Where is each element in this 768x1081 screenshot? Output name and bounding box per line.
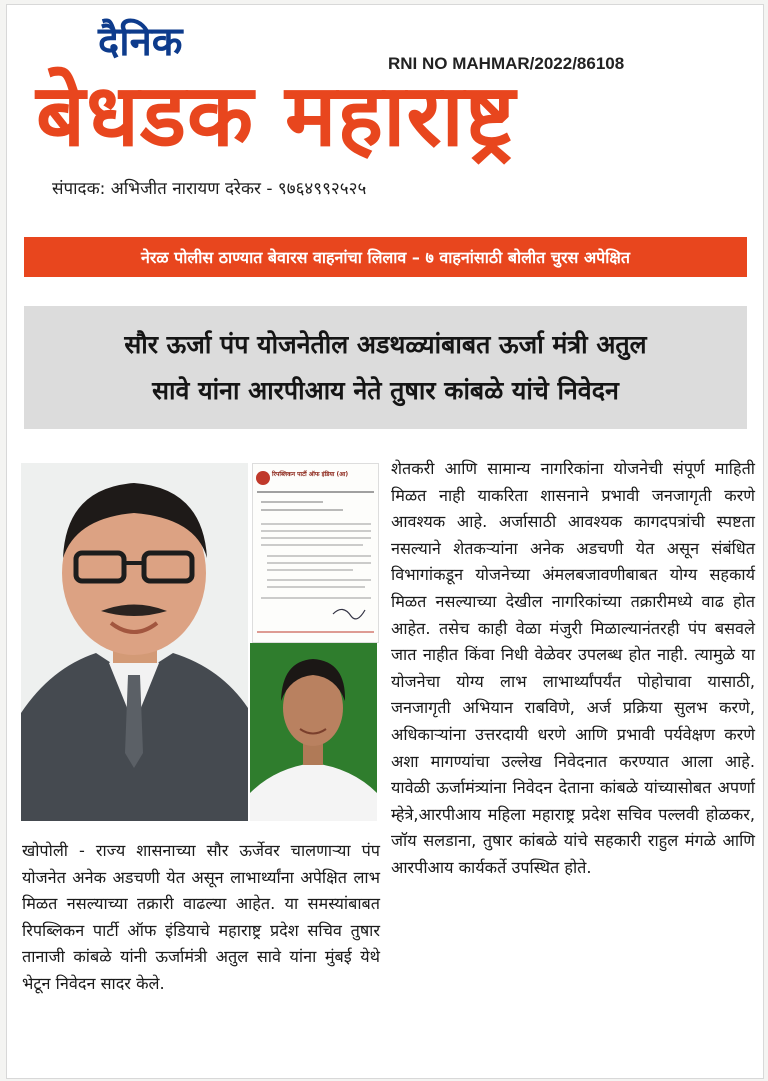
ticker-text: नेरळ पोलीस ठाण्यात बेवारस वाहनांचा लिलाव – ७ वाहनांसाठी बोलीत चुरस अपेक्षित [140, 248, 630, 267]
article-right-text: शेतकरी आणि सामान्य नागरिकांना योजनेची संपूर्ण माहिती मिळत नाही याकरिता शासनाने प्रभावी जनजागृती करणे आवश्यक आहे. अर्जासाठी आवश्यक कागदपत्रांची स्पष्टता नसल्याने शेतकऱ्यांना अनेक अडचणी येत असून संबंधित विभागांकडून योजनेच्या अंमलबजावणीबाबत योग्य सहकार्य मिळत नसल्याच्या देखील नागरिकांच्या तक्रारीमध्ये वाढ होत आहेत. तसेच काही वेळा मंजुरी मिळाल्यानंतरही पंप बसवले जात नाहीत किंवा निधी वेळेवर उपलब्ध होत नाही. त्यामुळे या योजनेचा योग्य लाभ लाभार्थ्यांपर्यंत पोहोचावा यासाठी, जनजागृती अभियान राबविणे, अर्ज प्रक्रिया सुलभ करणे, अधिकाऱ्यांना उत्तरदायी धरणे आणि प्रभावी पर्यवेक्षण करणे अशा मागण्यांचा उल्लेख निवेदनात करण्यात आला आहे. यावेळी ऊर्जामंत्र्यांना निवेदन देताना कांबळे यांच्यासोबत अपर्णा म्हेत्रे,आरपीआय महिला महाराष्ट्र प्रदेश सचिव पल्लवी होळकर, जॉय सलडाना, तुषार कांबळे यांचे सहकारी राहुल मंगळे आणि आरपीआय कार्यकर्ते उपस्थित होते. [391, 459, 755, 877]
minister-photo [21, 463, 248, 821]
news-ticker[interactable] [24, 237, 747, 277]
tushar-kamble-photo [250, 643, 377, 821]
headline-text [124, 322, 646, 414]
editor-line: संपादक: अभिजीत नारायण दरेकर - ९७६४९९२५२५ [52, 179, 367, 199]
headline-line-2: सावे यांना आरपीआय नेते तुषार कांबळे यांचे निवेदन [152, 375, 619, 405]
rni-number: RNI NO MAHMAR/2022/86108 [388, 54, 625, 73]
memorandum-letter-image [252, 463, 379, 643]
article-left-column [22, 838, 380, 998]
article-left-text: खोपोली - राज्य शासनाच्या सौर ऊर्जेवर चालणाऱ्या पंप योजनेत अनेक अडचणी येत असून लाभार्थ्यांना अपेक्षित लाभ मिळत नसल्याच्या तक्रारी वाढल्या आहेत. या समस्यांबाबत रिपब्लिकन पार्टी ऑफ इंडियाचे महाराष्ट्र प्रदेश सचिव तुषार तानाजी कांबळे यांनी ऊर्जामंत्री अतुल सावे यांना मुंबई येथे भेटून निवेदन सादर केले. [22, 841, 380, 993]
article-right-column [391, 456, 755, 882]
masthead-title: बेधडक महाराष्ट्र [36, 66, 517, 166]
headline-line-1: सौर ऊर्जा पंप योजनेतील अडथळ्यांबाबत ऊर्जा मंत्री अतुल [124, 329, 647, 359]
masthead-dainik: दैनिक [98, 19, 183, 65]
headline-box [24, 306, 747, 429]
letterhead-text: रिपब्लिकन पार्टी ऑफ इंडिया (आ) [272, 471, 349, 478]
